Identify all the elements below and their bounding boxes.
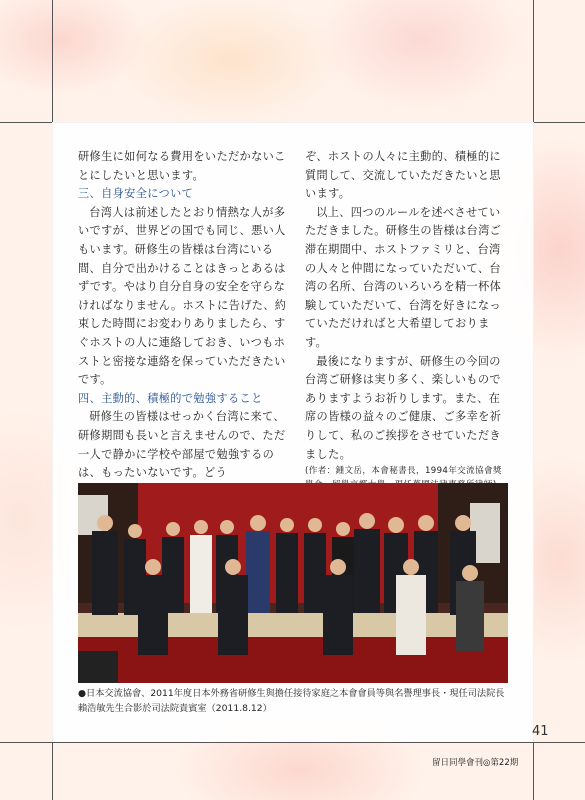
left-paragraph-continuation: 研修生に如何なる費用をいただかないことにしたいと思います。 <box>78 150 286 182</box>
left-column <box>78 148 290 483</box>
right-column <box>305 148 510 492</box>
right-paragraph-continuation: ぞ、ホストの人々に主動的、積極的に質問して、交流していただきたいと思います。 <box>305 150 501 201</box>
group-photo <box>78 483 508 683</box>
footer-issue: 留日同學會刊◎第22期 <box>432 758 519 768</box>
closing-paragraph: 最後になりますが、研修生の今回の台湾ご研修は実り多く、楽しいものでありますようお祈りします。また、在席の皆様の益々のご健康、ご多幸を祈りして、私のご挨拶をさせていただきました。 <box>305 354 502 461</box>
photo-caption: ●日本交流協會、2011年度日本外務省研修生與擔任接待家庭之本會會員等與名譽理事長・現任司法院長賴浩敏先生合影於司法院貴賓室（2011.8.12） <box>78 688 505 714</box>
bottom-divider <box>0 742 585 743</box>
author-note: (作者：鍾文岳，本會秘書長，1994年交流協會獎 <box>305 466 502 477</box>
section-4-body: 研修生の皆様はせっかく台湾に来て、研修期間も長いと言えませんので、ただ一人で静かに学校や部屋で勉強するのは、もったいないです。どう <box>78 410 286 480</box>
group-photo-icon <box>78 483 508 683</box>
section-3-body: 台湾人は前述したとおり情熱な人が多いですが、世界どの国でも同じ、悪い人もいます。研修生の皆様は台湾にいる間、自分で出かけることはきっとあるはずです。やはり自分自身の安全を守らなければなりません。ホストに告げた、約束した時間にお変わりありましたら、すぐホストの人に連絡しておき、いつもホストと密接な連絡を保っていただきたいです。 <box>78 205 287 387</box>
section-4-heading: 四、主動的、積極的で勉強すること <box>78 391 263 405</box>
page-number: 41 <box>532 724 549 739</box>
rules-summary-paragraph: 以上、四つのルールを述べさせていただきました。研修生の皆様は台湾ご滞在期間中、ホストファミリと、台湾の人々と仲間になっていただいて、台湾の名所、台湾のいろいろを精一杯体験していただいて、台湾を好きになっていただければと大希望しております。 <box>305 205 502 349</box>
section-3-heading: 三、自身安全について <box>78 187 194 201</box>
